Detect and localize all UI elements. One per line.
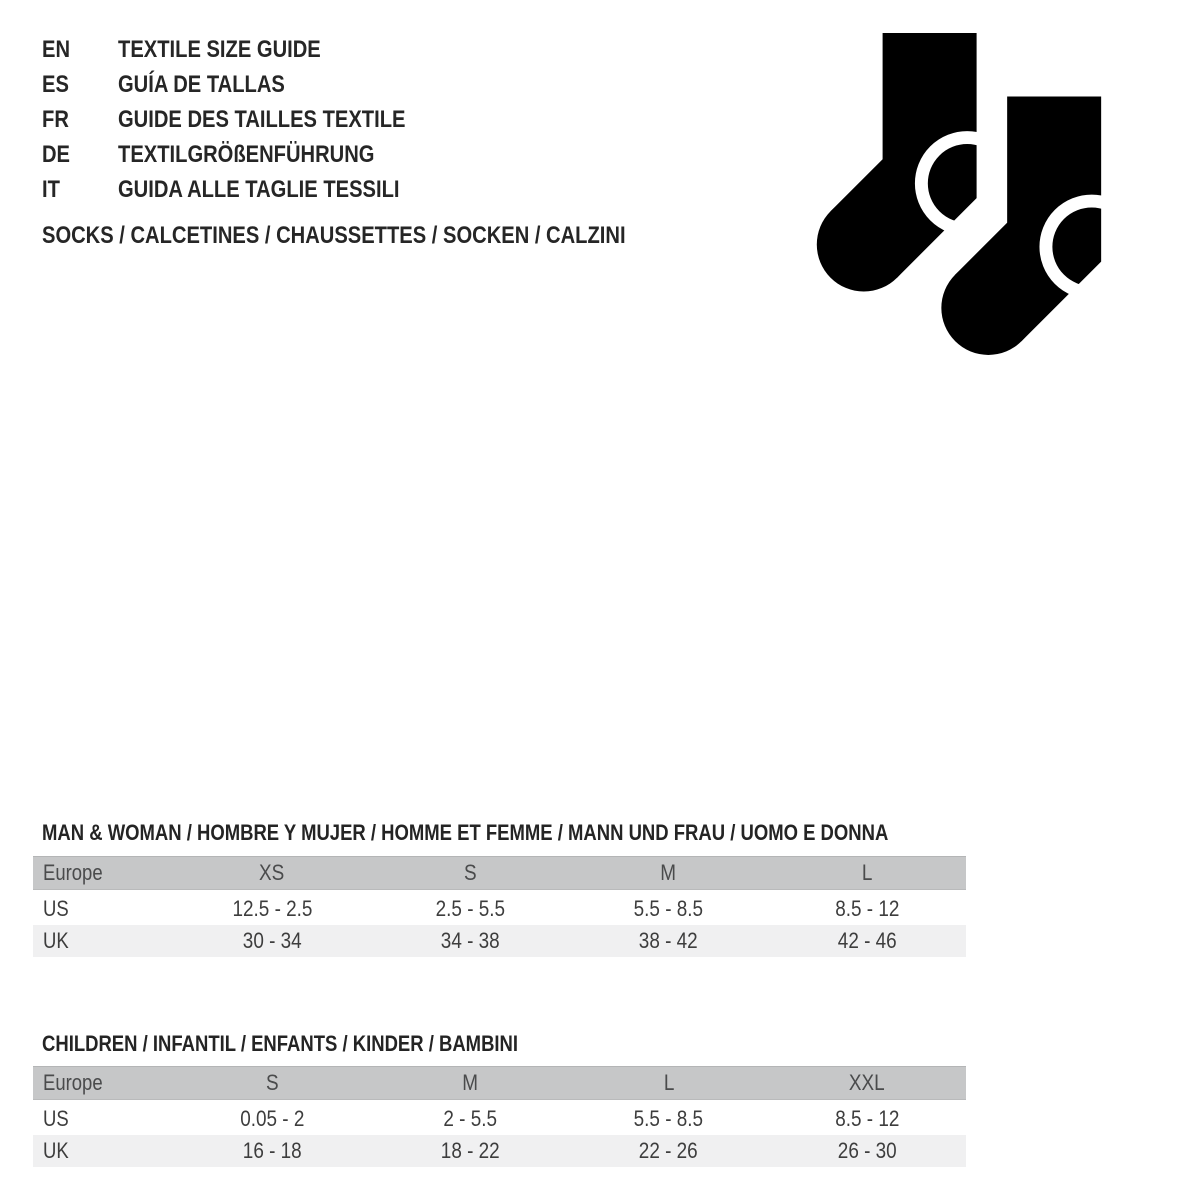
man-woman-section-title: MAN & WOMAN / HOMBRE Y MUJER / HOMME ET FEMME / MANN UND FRAU / UOMO E DONNA (42, 820, 889, 845)
size-value: 8.5 - 12 (834, 1106, 899, 1131)
column-header-s: S (464, 860, 477, 885)
row-label: US (43, 1106, 69, 1131)
column-header-l: L (663, 1070, 674, 1095)
column-header-s: S (265, 1070, 279, 1095)
guide-title-it: GUIDA ALLE TAGLIE TESSILI (118, 175, 400, 203)
size-value: 22 - 26 (639, 1138, 699, 1163)
table-header-row (33, 1066, 966, 1100)
list-item (42, 102, 460, 137)
size-value: 16 - 18 (242, 1138, 302, 1163)
language-code: EN (42, 35, 71, 63)
socks-icon (812, 33, 1113, 362)
size-value: 30 - 34 (242, 928, 302, 953)
guide-title-de: TEXTILGRÖßENFÜHRUNG (118, 140, 375, 168)
list-item (42, 32, 460, 67)
size-value: 12.5 - 2.5 (232, 896, 313, 921)
children-section-title: CHILDREN / INFANTIL / ENFANTS / KINDER / BAMBINI (42, 1031, 519, 1056)
column-header-m: M (462, 1070, 479, 1095)
size-value: 2 - 5.5 (443, 1106, 498, 1131)
size-value: 42 - 46 (837, 928, 897, 953)
guide-title-en: TEXTILE SIZE GUIDE (118, 35, 321, 63)
table-row-uk (33, 1135, 966, 1167)
guide-title-fr: GUIDE DES TAILLES TEXTILE (118, 105, 406, 133)
product-category-line: SOCKS / CALCETINES / CHAUSSETTES / SOCKEN / CALZINI (42, 222, 626, 249)
size-value: 0.05 - 2 (240, 1106, 305, 1131)
language-code: DE (42, 140, 71, 168)
table-header-row (33, 856, 966, 890)
row-label: UK (43, 928, 69, 953)
row-label: UK (43, 1138, 69, 1163)
size-value: 18 - 22 (440, 1138, 500, 1163)
list-item (42, 67, 460, 102)
column-header-m: M (660, 860, 677, 885)
column-header-xs: XS (259, 860, 285, 885)
row-label: US (43, 896, 69, 921)
column-header-europe: Europe (43, 860, 103, 885)
size-value: 34 - 38 (440, 928, 500, 953)
table-row-uk (33, 925, 966, 957)
table-row-us (33, 1103, 966, 1135)
size-value: 38 - 42 (639, 928, 699, 953)
table-row-us (33, 893, 966, 925)
column-header-l: L (861, 860, 873, 885)
size-value: 8.5 - 12 (834, 896, 899, 921)
guide-title-es: GUÍA DE TALLAS (118, 70, 285, 98)
list-item (42, 137, 460, 172)
size-value: 26 - 30 (837, 1138, 897, 1163)
language-code: ES (42, 70, 69, 98)
children-size-table (33, 1066, 966, 1167)
man-woman-size-table (33, 856, 966, 957)
language-code: IT (42, 175, 60, 203)
language-code: FR (42, 105, 69, 133)
column-header-europe: Europe (43, 1070, 103, 1095)
language-title-list (42, 32, 460, 207)
size-value: 5.5 - 8.5 (633, 1106, 704, 1131)
list-item (42, 172, 460, 207)
size-value: 2.5 - 5.5 (435, 896, 506, 921)
size-value: 5.5 - 8.5 (633, 896, 704, 921)
column-header-xxl: XXL (848, 1070, 885, 1095)
